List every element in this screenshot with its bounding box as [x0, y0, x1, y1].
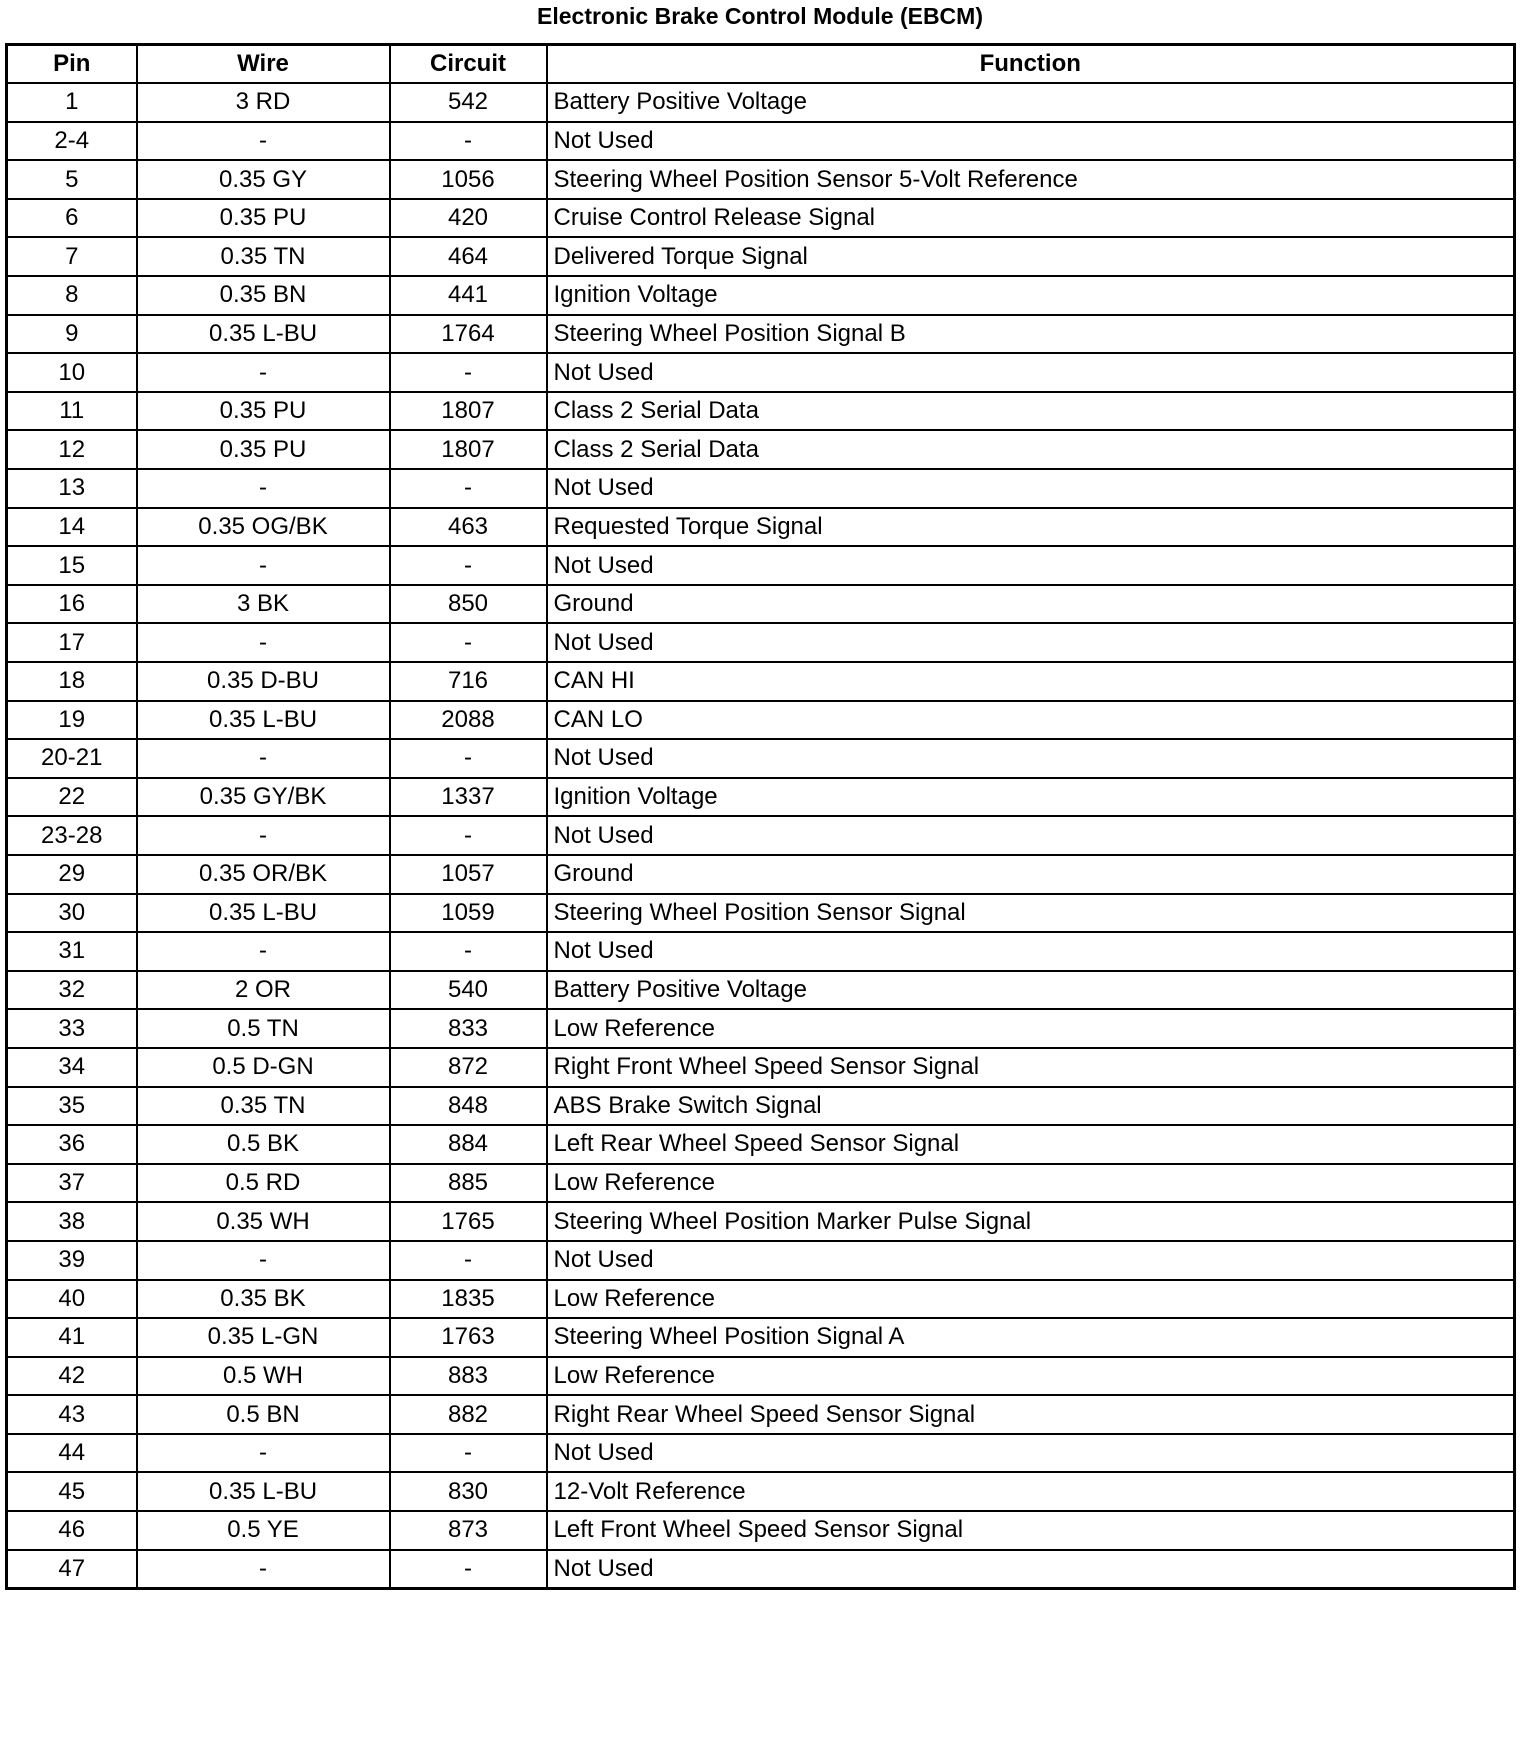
- page-title: Electronic Brake Control Module (EBCM): [537, 3, 983, 29]
- pin-cell: 34: [7, 1048, 137, 1087]
- circuit-cell: 540: [390, 971, 547, 1010]
- pin-cell: 15: [7, 546, 137, 585]
- table-row: [7, 353, 1515, 392]
- table-body: [7, 83, 1515, 1588]
- pin-cell: 47: [7, 1550, 137, 1589]
- function-cell: Steering Wheel Position Signal B: [547, 315, 1515, 354]
- wire-cell: 0.35 BN: [137, 276, 390, 315]
- function-cell: Left Front Wheel Speed Sensor Signal: [547, 1511, 1515, 1550]
- table-row: [7, 1164, 1515, 1203]
- table-row: [7, 1009, 1515, 1048]
- circuit-cell: -: [390, 353, 547, 392]
- table-row: [7, 1357, 1515, 1396]
- pin-cell: 33: [7, 1009, 137, 1048]
- wire-cell: 0.35 L-GN: [137, 1318, 390, 1357]
- wire-cell: -: [137, 1550, 390, 1589]
- function-cell: Steering Wheel Position Marker Pulse Signal: [547, 1202, 1515, 1241]
- pin-cell: 13: [7, 469, 137, 508]
- function-cell: Steering Wheel Position Sensor Signal: [547, 894, 1515, 933]
- wire-cell: -: [137, 546, 390, 585]
- table-row: [7, 971, 1515, 1010]
- table-row: [7, 276, 1515, 315]
- function-cell: Not Used: [547, 469, 1515, 508]
- function-cell: Battery Positive Voltage: [547, 83, 1515, 122]
- header-row: [7, 45, 1515, 84]
- function-cell: Not Used: [547, 816, 1515, 855]
- table-row: [7, 546, 1515, 585]
- pin-cell: 6: [7, 199, 137, 238]
- circuit-cell: 1765: [390, 1202, 547, 1241]
- function-cell: Not Used: [547, 353, 1515, 392]
- function-cell: Ground: [547, 585, 1515, 624]
- circuit-cell: 1059: [390, 894, 547, 933]
- pin-cell: 5: [7, 160, 137, 199]
- circuit-cell: -: [390, 122, 547, 161]
- pin-cell: 35: [7, 1087, 137, 1126]
- pin-cell: 31: [7, 932, 137, 971]
- wire-cell: 3 RD: [137, 83, 390, 122]
- function-cell: Right Rear Wheel Speed Sensor Signal: [547, 1395, 1515, 1434]
- circuit-cell: 1337: [390, 778, 547, 817]
- function-cell: 12-Volt Reference: [547, 1472, 1515, 1511]
- circuit-cell: -: [390, 932, 547, 971]
- circuit-cell: -: [390, 469, 547, 508]
- function-cell: Right Front Wheel Speed Sensor Signal: [547, 1048, 1515, 1087]
- function-cell: Low Reference: [547, 1164, 1515, 1203]
- table-row: [7, 1395, 1515, 1434]
- pin-cell: 29: [7, 855, 137, 894]
- circuit-cell: 2088: [390, 701, 547, 740]
- function-cell: Not Used: [547, 546, 1515, 585]
- pin-cell: 1: [7, 83, 137, 122]
- circuit-cell: -: [390, 546, 547, 585]
- table-row: [7, 1241, 1515, 1280]
- table-row: [7, 160, 1515, 199]
- pin-cell: 45: [7, 1472, 137, 1511]
- circuit-cell: 1807: [390, 430, 547, 469]
- header-pin: Pin: [7, 45, 137, 84]
- pin-cell: 38: [7, 1202, 137, 1241]
- pinout-table: [5, 43, 1516, 1590]
- wire-cell: 0.5 BK: [137, 1125, 390, 1164]
- wire-cell: 0.35 TN: [137, 1087, 390, 1126]
- function-cell: Left Rear Wheel Speed Sensor Signal: [547, 1125, 1515, 1164]
- header-circuit: Circuit: [390, 45, 547, 84]
- table-row: [7, 894, 1515, 933]
- function-cell: CAN HI: [547, 662, 1515, 701]
- pin-cell: 39: [7, 1241, 137, 1280]
- circuit-cell: 873: [390, 1511, 547, 1550]
- table-row: [7, 662, 1515, 701]
- wire-cell: 0.35 GY/BK: [137, 778, 390, 817]
- circuit-cell: 1764: [390, 315, 547, 354]
- function-cell: Steering Wheel Position Sensor 5-Volt Reference: [547, 160, 1515, 199]
- wire-cell: 0.5 YE: [137, 1511, 390, 1550]
- table-row: [7, 1472, 1515, 1511]
- pin-cell: 8: [7, 276, 137, 315]
- table-row: [7, 1434, 1515, 1473]
- wire-cell: 0.35 PU: [137, 392, 390, 431]
- function-cell: Cruise Control Release Signal: [547, 199, 1515, 238]
- pin-cell: 41: [7, 1318, 137, 1357]
- pin-cell: 36: [7, 1125, 137, 1164]
- circuit-cell: 883: [390, 1357, 547, 1396]
- pin-cell: 22: [7, 778, 137, 817]
- function-cell: Ignition Voltage: [547, 276, 1515, 315]
- wire-cell: 0.5 WH: [137, 1357, 390, 1396]
- wire-cell: 0.35 WH: [137, 1202, 390, 1241]
- wire-cell: 3 BK: [137, 585, 390, 624]
- function-cell: Battery Positive Voltage: [547, 971, 1515, 1010]
- function-cell: Requested Torque Signal: [547, 508, 1515, 547]
- function-cell: Not Used: [547, 1241, 1515, 1280]
- table-row: [7, 701, 1515, 740]
- pin-cell: 18: [7, 662, 137, 701]
- circuit-cell: 850: [390, 585, 547, 624]
- pin-cell: 11: [7, 392, 137, 431]
- function-cell: Ground: [547, 855, 1515, 894]
- wire-cell: -: [137, 353, 390, 392]
- wire-cell: -: [137, 469, 390, 508]
- circuit-cell: 884: [390, 1125, 547, 1164]
- circuit-cell: -: [390, 1550, 547, 1589]
- pin-cell: 17: [7, 623, 137, 662]
- circuit-cell: 872: [390, 1048, 547, 1087]
- wire-cell: -: [137, 816, 390, 855]
- wire-cell: 2 OR: [137, 971, 390, 1010]
- function-cell: Ignition Voltage: [547, 778, 1515, 817]
- table-header: [7, 45, 1515, 84]
- wire-cell: -: [137, 932, 390, 971]
- pin-cell: 7: [7, 237, 137, 276]
- function-cell: Low Reference: [547, 1357, 1515, 1396]
- pin-cell: 14: [7, 508, 137, 547]
- table-row: [7, 83, 1515, 122]
- wire-cell: 0.35 GY: [137, 160, 390, 199]
- pin-cell: 44: [7, 1434, 137, 1473]
- circuit-cell: 464: [390, 237, 547, 276]
- table-row: [7, 469, 1515, 508]
- wire-cell: 0.35 OG/BK: [137, 508, 390, 547]
- function-cell: Not Used: [547, 1550, 1515, 1589]
- circuit-cell: 441: [390, 276, 547, 315]
- pin-cell: 12: [7, 430, 137, 469]
- circuit-cell: 882: [390, 1395, 547, 1434]
- table-row: [7, 1280, 1515, 1319]
- circuit-cell: 830: [390, 1472, 547, 1511]
- function-cell: Delivered Torque Signal: [547, 237, 1515, 276]
- circuit-cell: 1807: [390, 392, 547, 431]
- function-cell: Not Used: [547, 1434, 1515, 1473]
- table-row: [7, 1202, 1515, 1241]
- circuit-cell: -: [390, 739, 547, 778]
- circuit-cell: 716: [390, 662, 547, 701]
- table-row: [7, 508, 1515, 547]
- function-cell: Low Reference: [547, 1009, 1515, 1048]
- header-function: Function: [547, 45, 1515, 84]
- table-row: [7, 392, 1515, 431]
- wire-cell: 0.35 TN: [137, 237, 390, 276]
- table-row: [7, 1318, 1515, 1357]
- table-row: [7, 315, 1515, 354]
- wire-cell: -: [137, 1241, 390, 1280]
- wire-cell: 0.35 L-BU: [137, 315, 390, 354]
- circuit-cell: 1763: [390, 1318, 547, 1357]
- pin-cell: 30: [7, 894, 137, 933]
- circuit-cell: 542: [390, 83, 547, 122]
- pin-cell: 46: [7, 1511, 137, 1550]
- table-row: [7, 778, 1515, 817]
- wire-cell: 0.5 TN: [137, 1009, 390, 1048]
- wire-cell: 0.5 BN: [137, 1395, 390, 1434]
- function-cell: Low Reference: [547, 1280, 1515, 1319]
- pin-cell: 9: [7, 315, 137, 354]
- function-cell: Class 2 Serial Data: [547, 430, 1515, 469]
- circuit-cell: 420: [390, 199, 547, 238]
- function-cell: Not Used: [547, 623, 1515, 662]
- wire-cell: 0.35 L-BU: [137, 894, 390, 933]
- table-row: [7, 237, 1515, 276]
- wire-cell: 0.35 PU: [137, 199, 390, 238]
- pin-cell: 10: [7, 353, 137, 392]
- table-row: [7, 932, 1515, 971]
- circuit-cell: -: [390, 623, 547, 662]
- wire-cell: 0.35 PU: [137, 430, 390, 469]
- table-row: [7, 1550, 1515, 1589]
- table-row: [7, 1511, 1515, 1550]
- wire-cell: 0.5 D-GN: [137, 1048, 390, 1087]
- wire-cell: -: [137, 739, 390, 778]
- pin-cell: 43: [7, 1395, 137, 1434]
- circuit-cell: 848: [390, 1087, 547, 1126]
- circuit-cell: 1835: [390, 1280, 547, 1319]
- table-row: [7, 1087, 1515, 1126]
- wire-cell: -: [137, 1434, 390, 1473]
- pin-cell: 2-4: [7, 122, 137, 161]
- circuit-cell: -: [390, 1434, 547, 1473]
- table-row: [7, 1125, 1515, 1164]
- pin-cell: 19: [7, 701, 137, 740]
- circuit-cell: 1056: [390, 160, 547, 199]
- circuit-cell: 1057: [390, 855, 547, 894]
- pin-cell: 16: [7, 585, 137, 624]
- circuit-cell: 885: [390, 1164, 547, 1203]
- pin-cell: 37: [7, 1164, 137, 1203]
- pin-cell: 40: [7, 1280, 137, 1319]
- wire-cell: 0.35 D-BU: [137, 662, 390, 701]
- wire-cell: 0.35 L-BU: [137, 1472, 390, 1511]
- table-row: [7, 855, 1515, 894]
- function-cell: CAN LO: [547, 701, 1515, 740]
- circuit-cell: 833: [390, 1009, 547, 1048]
- table-row: [7, 623, 1515, 662]
- table-row: [7, 122, 1515, 161]
- function-cell: Steering Wheel Position Signal A: [547, 1318, 1515, 1357]
- wire-cell: 0.5 RD: [137, 1164, 390, 1203]
- wire-cell: -: [137, 122, 390, 161]
- function-cell: Not Used: [547, 932, 1515, 971]
- wire-cell: -: [137, 623, 390, 662]
- table-row: [7, 739, 1515, 778]
- pin-cell: 23-28: [7, 816, 137, 855]
- table-row: [7, 816, 1515, 855]
- wire-cell: 0.35 BK: [137, 1280, 390, 1319]
- function-cell: ABS Brake Switch Signal: [547, 1087, 1515, 1126]
- header-wire: Wire: [137, 45, 390, 84]
- pin-cell: 32: [7, 971, 137, 1010]
- function-cell: Not Used: [547, 739, 1515, 778]
- wire-cell: 0.35 L-BU: [137, 701, 390, 740]
- table-row: [7, 199, 1515, 238]
- circuit-cell: -: [390, 816, 547, 855]
- wire-cell: 0.35 OR/BK: [137, 855, 390, 894]
- circuit-cell: 463: [390, 508, 547, 547]
- circuit-cell: -: [390, 1241, 547, 1280]
- pin-cell: 42: [7, 1357, 137, 1396]
- table-row: [7, 585, 1515, 624]
- table-row: [7, 1048, 1515, 1087]
- table-row: [7, 430, 1515, 469]
- function-cell: Class 2 Serial Data: [547, 392, 1515, 431]
- pin-cell: 20-21: [7, 739, 137, 778]
- function-cell: Not Used: [547, 122, 1515, 161]
